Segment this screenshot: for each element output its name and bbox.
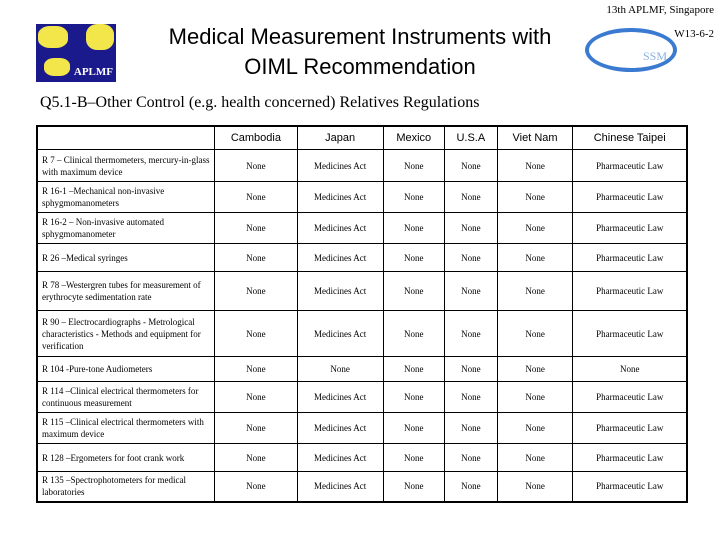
regulation-cell: Pharmaceutic Law bbox=[573, 272, 687, 311]
regulation-cell: None bbox=[383, 311, 444, 357]
regulation-cell: None bbox=[215, 357, 298, 382]
regulation-cell: None bbox=[383, 357, 444, 382]
title-line-2: OIML Recommendation bbox=[244, 54, 476, 79]
regulation-cell: None bbox=[444, 213, 497, 244]
instrument-cell: R 90 – Electrocardiographs - Metrological characteristics - Methods and equipment for verification bbox=[37, 311, 215, 357]
regulation-cell: None bbox=[497, 357, 573, 382]
regulation-cell: Medicines Act bbox=[297, 150, 383, 182]
table-row bbox=[37, 382, 687, 413]
regulation-cell: Medicines Act bbox=[297, 244, 383, 272]
regulations-table bbox=[36, 125, 688, 503]
conference-label: 13th APLMF, Singapore bbox=[606, 4, 714, 16]
regulation-cell: None bbox=[215, 244, 298, 272]
regulation-cell: None bbox=[497, 244, 573, 272]
regulation-cell: None bbox=[215, 472, 298, 502]
column-header bbox=[37, 126, 215, 150]
regulation-cell: None bbox=[497, 444, 573, 472]
regulation-cell: Pharmaceutic Law bbox=[573, 244, 687, 272]
regulation-cell: None bbox=[444, 357, 497, 382]
table-row bbox=[37, 444, 687, 472]
regulation-cell: None bbox=[383, 444, 444, 472]
instrument-cell: R 16-2 – Non-invasive automated sphygmomanometer bbox=[37, 213, 215, 244]
regulation-cell: None bbox=[383, 382, 444, 413]
regulation-cell: Pharmaceutic Law bbox=[573, 472, 687, 502]
table-row bbox=[37, 272, 687, 311]
regulation-cell: None bbox=[215, 150, 298, 182]
regulation-cell: None bbox=[383, 272, 444, 311]
aplmf-logo bbox=[36, 24, 116, 82]
ssm-logo-text: SSM bbox=[642, 49, 667, 63]
table-row bbox=[37, 472, 687, 502]
page-title bbox=[130, 22, 590, 82]
regulation-cell: Medicines Act bbox=[297, 382, 383, 413]
regulation-cell: None bbox=[444, 382, 497, 413]
regulation-cell: Pharmaceutic Law bbox=[573, 311, 687, 357]
regulation-cell: None bbox=[297, 357, 383, 382]
regulation-cell: None bbox=[215, 182, 298, 213]
regulation-cell: Medicines Act bbox=[297, 311, 383, 357]
table-row bbox=[37, 150, 687, 182]
instrument-cell: R 104 -Pure-tone Audiometers bbox=[37, 357, 215, 382]
regulation-cell: None bbox=[444, 472, 497, 502]
instrument-cell: R 135 –Spectrophotometers for medical laboratories bbox=[37, 472, 215, 502]
regulation-cell: None bbox=[444, 244, 497, 272]
instrument-cell: R 115 –Clinical electrical thermometers with maximum device bbox=[37, 413, 215, 444]
regulation-cell: None bbox=[215, 382, 298, 413]
column-header: Japan bbox=[297, 126, 383, 150]
table-row bbox=[37, 357, 687, 382]
table-row bbox=[37, 213, 687, 244]
regulation-cell: None bbox=[573, 357, 687, 382]
regulation-cell: None bbox=[383, 182, 444, 213]
regulation-cell: None bbox=[444, 150, 497, 182]
regulation-cell: Pharmaceutic Law bbox=[573, 413, 687, 444]
regulation-cell: None bbox=[215, 311, 298, 357]
regulation-cell: Pharmaceutic Law bbox=[573, 213, 687, 244]
regulation-cell: None bbox=[383, 244, 444, 272]
regulation-cell: Medicines Act bbox=[297, 272, 383, 311]
column-header: Mexico bbox=[383, 126, 444, 150]
regulation-cell: Medicines Act bbox=[297, 182, 383, 213]
regulation-cell: None bbox=[215, 272, 298, 311]
regulation-cell: None bbox=[444, 444, 497, 472]
column-header: Chinese Taipei bbox=[573, 126, 687, 150]
regulation-cell: None bbox=[497, 182, 573, 213]
column-header: U.S.A bbox=[444, 126, 497, 150]
title-line-1: Medical Measurement Instruments with bbox=[168, 24, 552, 49]
regulation-cell: Pharmaceutic Law bbox=[573, 182, 687, 213]
regulation-cell: None bbox=[215, 413, 298, 444]
regulation-cell: None bbox=[497, 150, 573, 182]
regulation-cell: None bbox=[383, 413, 444, 444]
table-row bbox=[37, 182, 687, 213]
table-header-row bbox=[37, 126, 687, 150]
regulation-cell: None bbox=[497, 413, 573, 444]
regulation-cell: None bbox=[497, 382, 573, 413]
regulation-cell: None bbox=[383, 472, 444, 502]
regulation-cell: Pharmaceutic Law bbox=[573, 444, 687, 472]
regulation-cell: Pharmaceutic Law bbox=[573, 382, 687, 413]
ssm-logo bbox=[585, 28, 677, 72]
document-code: W13-6-2 bbox=[674, 28, 714, 40]
aplmf-logo-text: APLMF bbox=[73, 66, 113, 78]
regulation-cell: None bbox=[215, 213, 298, 244]
question-heading: Q5.1-B–Other Control (e.g. health concerned) Relatives Regulations bbox=[40, 94, 480, 111]
column-header: Cambodia bbox=[215, 126, 298, 150]
instrument-cell: R 26 –Medical syringes bbox=[37, 244, 215, 272]
regulation-cell: Medicines Act bbox=[297, 472, 383, 502]
table-row bbox=[37, 311, 687, 357]
regulation-cell: None bbox=[444, 311, 497, 357]
regulation-cell: None bbox=[383, 213, 444, 244]
regulation-cell: Medicines Act bbox=[297, 213, 383, 244]
instrument-cell: R 78 –Westergren tubes for measurement of erythrocyte sedimentation rate bbox=[37, 272, 215, 311]
regulation-cell: None bbox=[215, 444, 298, 472]
regulation-cell: None bbox=[444, 272, 497, 311]
instrument-cell: R 7 – Clinical thermometers, mercury-in-glass with maximum device bbox=[37, 150, 215, 182]
column-header: Viet Nam bbox=[497, 126, 573, 150]
instrument-cell: R 128 –Ergometers for foot crank work bbox=[37, 444, 215, 472]
regulation-cell: None bbox=[497, 472, 573, 502]
regulation-cell: Pharmaceutic Law bbox=[573, 150, 687, 182]
regulation-cell: None bbox=[497, 272, 573, 311]
regulation-cell: None bbox=[444, 182, 497, 213]
regulation-cell: None bbox=[383, 150, 444, 182]
regulation-cell: None bbox=[497, 311, 573, 357]
regulation-cell: Medicines Act bbox=[297, 413, 383, 444]
instrument-cell: R 16-1 –Mechanical non-invasive sphygmomanometers bbox=[37, 182, 215, 213]
table-row bbox=[37, 244, 687, 272]
regulation-cell: None bbox=[497, 213, 573, 244]
regulation-cell: Medicines Act bbox=[297, 444, 383, 472]
instrument-cell: R 114 –Clinical electrical thermometers for continuous measurement bbox=[37, 382, 215, 413]
table-row bbox=[37, 413, 687, 444]
regulation-cell: None bbox=[444, 413, 497, 444]
